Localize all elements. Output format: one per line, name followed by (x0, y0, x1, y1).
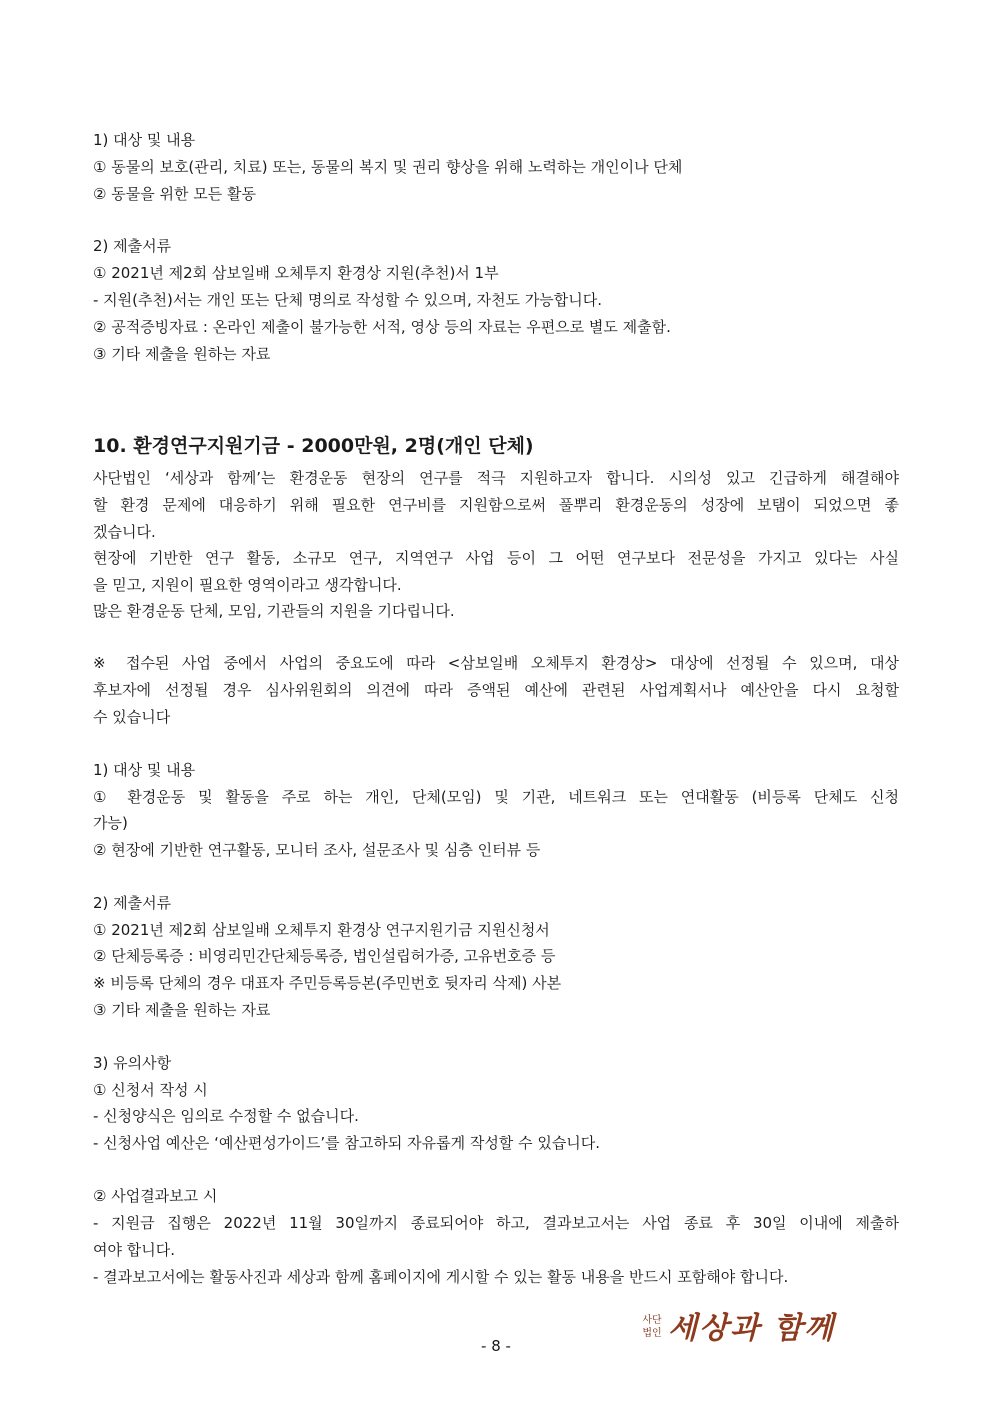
docs-item-1: ① 2021년 제2회 삼보일배 오체투지 환경상 연구지원기금 지원신청서 (93, 921, 550, 939)
notes-a-title: ① 신청서 작성 시 (93, 1081, 208, 1099)
docs-title: 2) 제출서류 (93, 894, 172, 912)
prev-target-item-1: ① 동물의 보호(관리, 치료) 또는, 동물의 복지 및 권리 향상을 위해 노력하는 개인이나 단체 (93, 158, 683, 176)
intro-line-2: 할 환경 문제에 대응하기 위해 필요한 연구비를 지원함으로써 풀뿌리 환경운동의 성장에 보탬이 되었으면 좋 (93, 496, 899, 514)
intro-line-5: 을 믿고, 지원이 필요한 영역이라고 생각합니다. (93, 576, 402, 594)
note-line-2: 후보자에 선정될 경우 심사위원회의 의견에 따라 증액된 예산에 관련된 사업계획서나 예산안을 다시 요청할 (93, 681, 899, 699)
logo-main-text: 세상과 함께 (668, 1311, 836, 1346)
note-line-1: ※ 접수된 사업 중에서 사업의 중요도에 따라 <삼보일배 오체투지 환경상> 대상에 선정될 수 있으며, 대상 (93, 654, 899, 672)
intro-line-4: 현장에 기반한 연구 활동, 소규모 연구, 지역연구 사업 등이 그 어떤 연구보다 전문성을 가지고 있다는 사실 (93, 549, 899, 567)
docs-item-note: ※ 비등록 단체의 경우 대표자 주민등록등본(주민번호 뒷자리 삭제) 사본 (93, 974, 562, 992)
prev-docs-title: 2) 제출서류 (93, 237, 172, 255)
prev-docs-item-4: ③ 기타 제출을 원하는 자료 (93, 345, 271, 363)
target-item-1-cont: 가능) (93, 814, 128, 832)
notes-b-line-2: - 결과보고서에는 활동사진과 세상과 함께 홈페이지에 게시할 수 있는 활동 내용을 반드시 포함해야 합니다. (93, 1268, 789, 1286)
prev-docs-item-2: - 지원(추천)서는 개인 또는 단체 명의로 작성할 수 있으며, 자천도 가능합니다. (93, 291, 603, 309)
docs-item-3: ③ 기타 제출을 원하는 자료 (93, 1001, 271, 1019)
notes-b-title: ② 사업결과보고 시 (93, 1187, 218, 1205)
prev-target-title: 1) 대상 및 내용 (93, 131, 196, 149)
prev-docs-item-3: ② 공적증빙자료 : 온라인 제출이 불가능한 서적, 영상 등의 자료는 우편으로 별도 제출함. (93, 318, 671, 336)
target-item-2: ② 현장에 기반한 연구활동, 모니터 조사, 설문조사 및 심층 인터뷰 등 (93, 841, 541, 859)
target-title: 1) 대상 및 내용 (93, 761, 196, 779)
intro-line-3: 겠습니다. (93, 523, 156, 541)
notes-title: 3) 유의사항 (93, 1054, 172, 1072)
prev-docs-item-1: ① 2021년 제2회 삼보일배 오체투지 환경상 지원(추천)서 1부 (93, 264, 499, 282)
note-line-3: 수 있습니다 (93, 708, 171, 726)
intro-line-1: 사단법인 ‘세상과 함께’는 환경운동 현장의 연구를 적극 지원하고자 합니다. 시의성 있고 긴급하게 해결해야 (93, 469, 899, 487)
notes-b-line-1: - 지원금 집행은 2022년 11월 30일까지 종료되어야 하고, 결과보고서는 사업 종료 후 30일 이내에 제출하 (93, 1214, 899, 1232)
prev-target-item-2: ② 동물을 위한 모든 활동 (93, 185, 256, 203)
notes-a-line-2: - 신청사업 예산은 ‘예산편성가이드’를 참고하되 자유롭게 작성할 수 있습니다. (93, 1134, 601, 1152)
notes-a-line-1: - 신청양식은 임의로 수정할 수 없습니다. (93, 1107, 359, 1125)
section-heading: 10. 환경연구지원기금 - 2000만원, 2명(개인 단체) (93, 435, 534, 457)
docs-item-2: ② 단체등록증 : 비영리민간단체등록증, 법인설립허가증, 고유번호증 등 (93, 947, 556, 965)
logo-small-text: 사단법인 (642, 1315, 662, 1339)
notes-b-line-1-cont: 여야 합니다. (93, 1241, 175, 1259)
intro-line-6: 많은 환경운동 단체, 모임, 기관들의 지원을 기다립니다. (93, 602, 455, 620)
page-number: - 8 - (481, 1337, 511, 1355)
target-item-1: ① 환경운동 및 활동을 주로 하는 개인, 단체(모임) 및 기관, 네트워크 또는 연대활동 (비등록 단체도 신청 (93, 788, 899, 806)
organization-logo (640, 1308, 836, 1354)
